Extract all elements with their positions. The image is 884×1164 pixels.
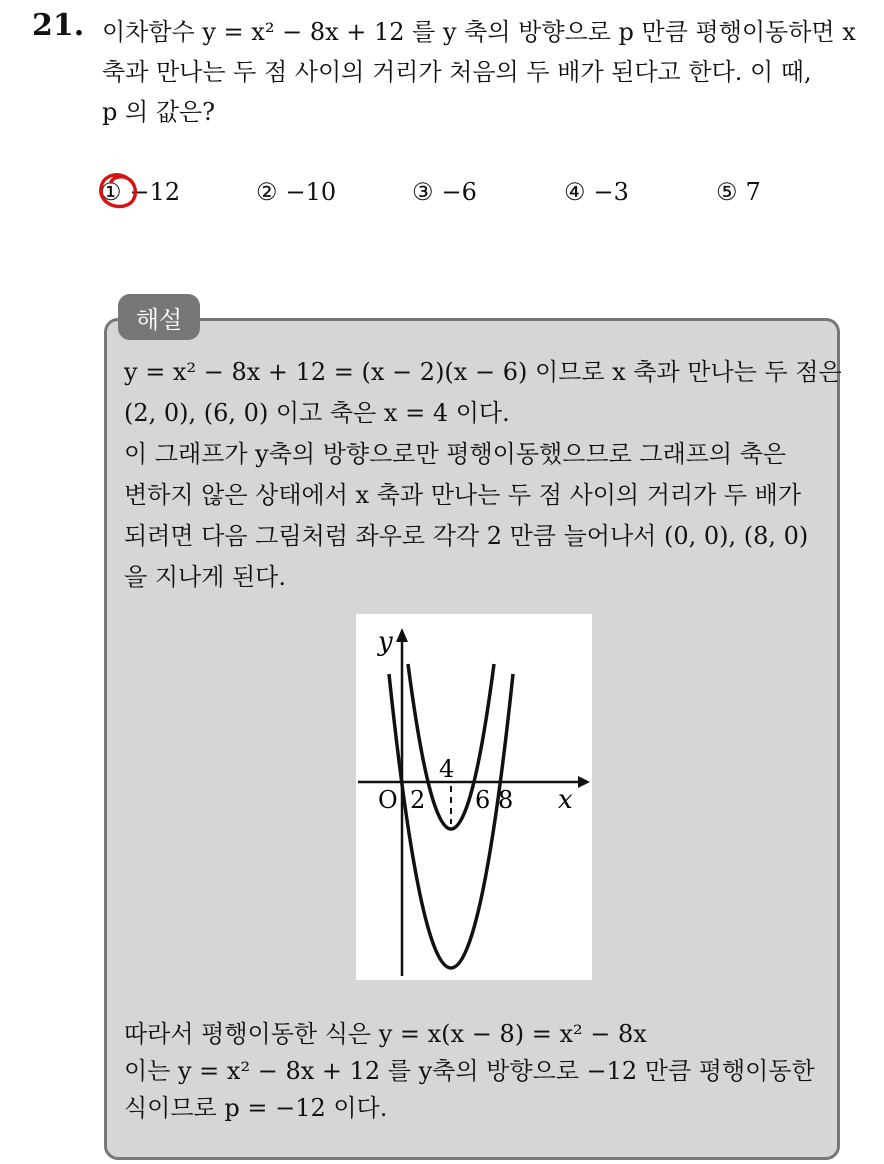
conclusion-line: 따라서 평행이동한 식은 y = x(x − 8) = x² − 8x: [124, 1020, 647, 1048]
x-axis-arrow-icon: [578, 776, 590, 788]
tick-label-4: 4: [439, 755, 455, 783]
choice-mark: ④: [564, 178, 586, 206]
choice-1[interactable]: [100, 178, 180, 206]
solution-line: (2, 0), (6, 0) 이고 축은 x = 4 이다.: [124, 399, 510, 427]
choice-value: −12: [129, 178, 181, 206]
question-line: 축과 만나는 두 점 사이의 거리가 처음의 두 배가 된다고 한다. 이 때,: [102, 58, 812, 86]
question-line: p 의 값은?: [102, 98, 216, 126]
y-axis-arrow-icon: [396, 628, 408, 642]
question-number: 21.: [32, 8, 85, 43]
choice-5[interactable]: [716, 178, 761, 206]
conclusion-line: 식이므로 p = −12 이다.: [124, 1094, 388, 1122]
x-axis-label: x: [558, 785, 573, 815]
choice-4[interactable]: [564, 178, 629, 206]
choice-mark: ②: [256, 178, 278, 206]
origin-label: O: [378, 786, 398, 814]
question-line: 이차함수 y = x² − 8x + 12 를 y 축의 방향으로 p 만큼 평행이동하면 x: [102, 18, 856, 46]
solution-line: 변하지 않은 상태에서 x 축과 만나는 두 점 사이의 거리가 두 배가: [124, 481, 802, 509]
solution-line: 되려면 다음 그림처럼 좌우로 각각 2 만큼 늘어나서 (0, 0), (8, 0): [124, 522, 809, 550]
choice-2[interactable]: [256, 178, 336, 206]
choice-mark: ⑤: [716, 178, 738, 206]
choice-3[interactable]: [412, 178, 477, 206]
solution-conclusion: [124, 1016, 836, 1127]
choice-value: −10: [285, 178, 337, 206]
choice-value: −3: [593, 178, 629, 206]
tick-label-8: 8: [498, 786, 514, 814]
solution-label: 해설: [118, 294, 200, 340]
parabola-graph: [356, 614, 592, 980]
choice-mark: ①: [100, 178, 122, 206]
choice-value: 7: [745, 178, 761, 206]
solution-line: 이 그래프가 y축의 방향으로만 평행이동했으므로 그래프의 축은: [124, 440, 787, 468]
solution-line: 을 지나게 된다.: [124, 563, 286, 591]
conclusion-line: 이는 y = x² − 8x + 12 를 y축의 방향으로 −12 만큼 평행이동한: [124, 1057, 815, 1085]
graph-svg: [356, 614, 592, 980]
tick-label-2: 2: [410, 786, 426, 814]
choice-mark: ③: [412, 178, 434, 206]
solution-text: [124, 352, 842, 598]
y-axis-label: y: [378, 627, 393, 657]
tick-label-6: 6: [475, 786, 491, 814]
question-text: [102, 12, 862, 132]
selected-circle-mark-icon: [97, 172, 141, 212]
solution-line: y = x² − 8x + 12 = (x − 2)(x − 6) 이므로 x 축과 만나는 두 점은: [124, 358, 842, 386]
choice-value: −6: [441, 178, 477, 206]
